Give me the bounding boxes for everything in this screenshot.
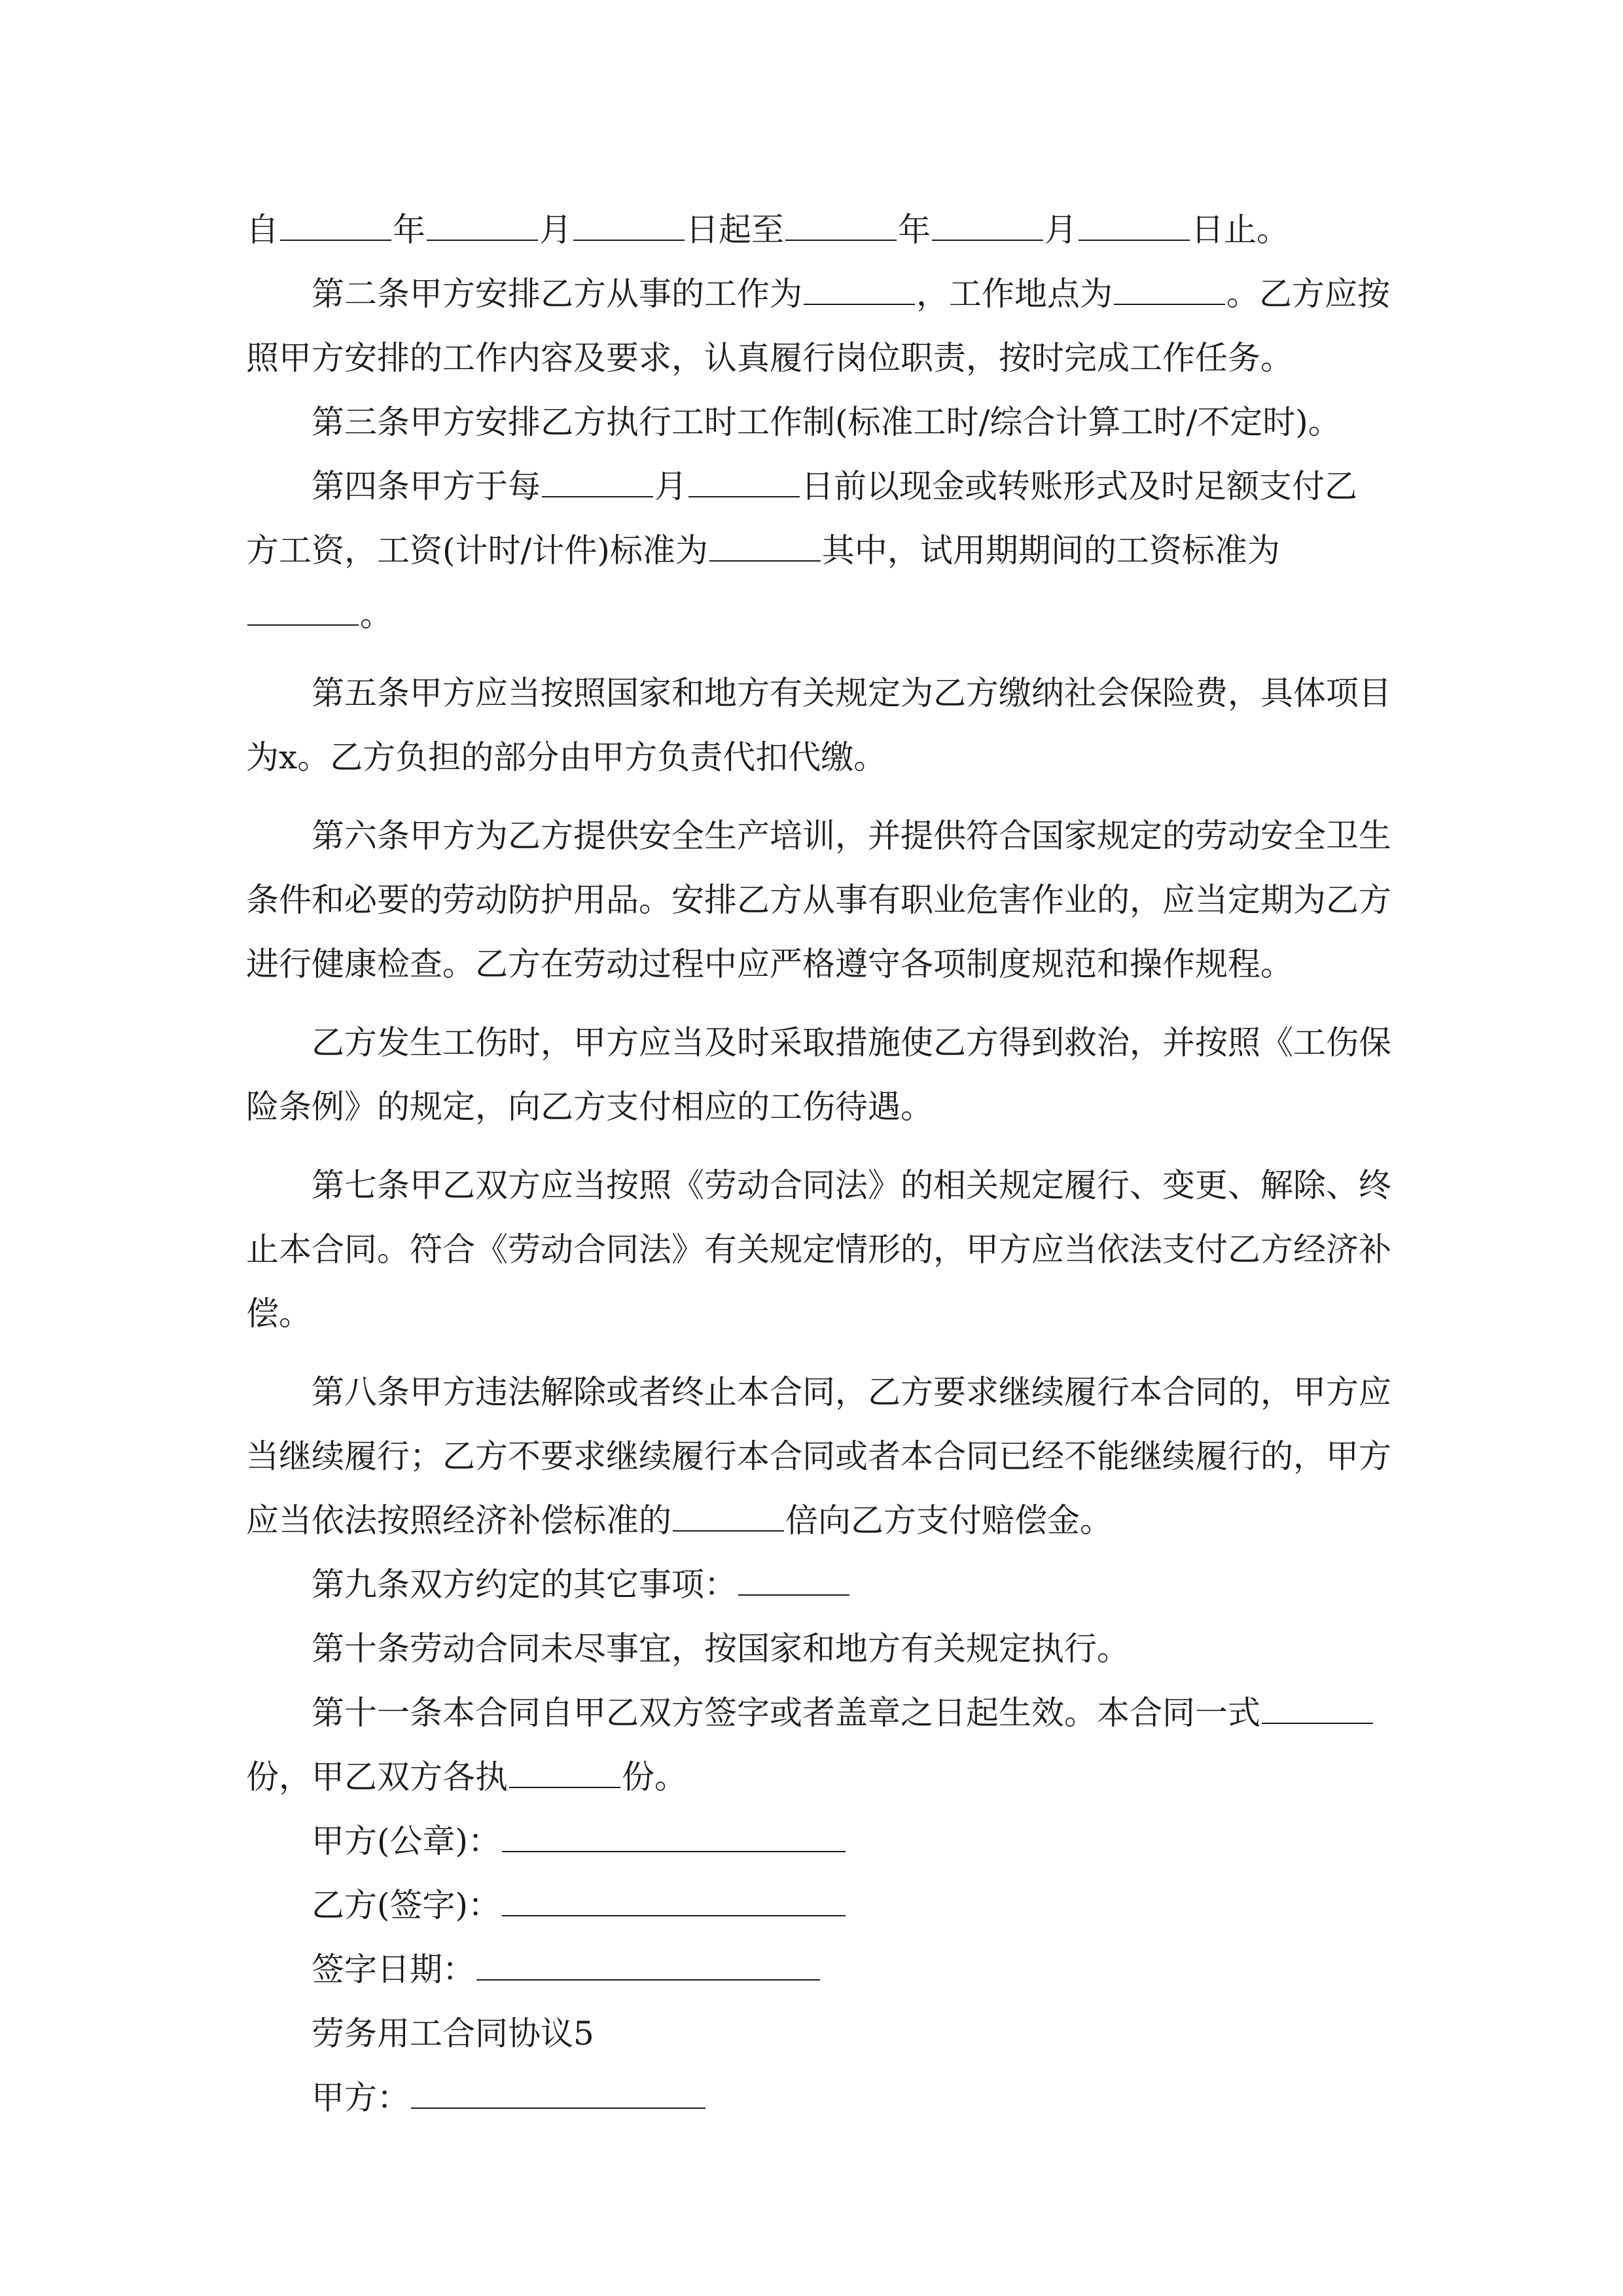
article-6-cont: 条件和必要的劳动防护用品。安排乙方从事有职业危害作业的，应当定期为乙方 <box>246 881 1391 919</box>
blank-field[interactable] <box>280 213 391 241</box>
article-4-cont: 方工资，工资(计时/计件)标准为 其中，试用期期间的工资标准为 <box>246 531 1280 569</box>
article-6: 第六条甲方为乙方提供安全生产培训，并提供符合国家规定的劳动安全卫生 <box>312 817 1391 855</box>
article-7-cont: 止本合同。符合《劳动合同法》有关规定情形的，甲方应当依法支付乙方经济补 <box>246 1230 1391 1268</box>
blank-field[interactable] <box>509 1761 620 1788</box>
article-7-cont: 偿。 <box>246 1295 312 1333</box>
next-contract-title: 劳务用工合同协议5 <box>312 2015 594 2053</box>
blank-field[interactable] <box>932 213 1043 241</box>
article-7: 第七条甲乙双方应当按照《劳动合同法》的相关规定履行、变更、解除、终 <box>312 1166 1391 1204</box>
article-4-end: 。 <box>246 583 1378 647</box>
blank-field[interactable] <box>573 213 685 241</box>
blank-field[interactable] <box>785 213 897 241</box>
blank-field[interactable] <box>427 213 538 241</box>
article-8-cont: 应当依法按照经济补偿标准的 倍向乙方支付赔偿金。 <box>246 1501 1113 1539</box>
signature-date: 签字日期： <box>246 1937 1378 2001</box>
next-party-a: 甲方： <box>246 2066 1378 2130</box>
contract-page <box>246 198 1391 2130</box>
article-8: 第八条甲方违法解除或者终止本合同，乙方要求继续履行本合同的，甲方应 <box>312 1373 1391 1411</box>
blank-field[interactable] <box>1114 278 1225 305</box>
article-8-cont: 当继续履行；乙方不要求继续履行本合同或者本合同已经不能继续履行的，甲方 <box>246 1437 1391 1475</box>
blank-field[interactable] <box>247 598 359 626</box>
blank-field[interactable] <box>1262 1696 1373 1724</box>
blank-field[interactable] <box>1079 213 1190 241</box>
article-2-cont: 照甲方安排的工作内容及要求，认真履行岗位职责，按时完成工作任务。 <box>246 339 1293 377</box>
blank-field[interactable] <box>804 278 915 305</box>
blank-field[interactable] <box>688 470 800 497</box>
article-11-cont: 份，甲乙双方各执 份。 <box>246 1758 687 1796</box>
date-field[interactable] <box>476 1953 820 1981</box>
signature-party-b: 乙方(签字)： <box>246 1873 1378 1937</box>
term-line: 自 年 月 日起至 年 月 日止。 <box>246 211 1289 249</box>
article-10: 第十条劳动合同未尽事宜，按国家和地方有关规定执行。 <box>312 1630 1130 1668</box>
blank-field[interactable] <box>673 1504 784 1532</box>
article-6-injury: 乙方发生工伤时，甲方应当及时采取措施使乙方得到救治，并按照《工伤保 <box>312 1024 1391 1062</box>
article-11: 第十一条本合同自甲乙双方签字或者盖章之日起生效。本合同一式 <box>246 1681 1378 1745</box>
signature-party-a: 甲方(公章)： <box>246 1809 1378 1873</box>
article-5-cont: 为x。乙方负担的部分由甲方负责代扣代缴。 <box>246 738 887 776</box>
article-2: 第二条甲方安排乙方从事的工作为 ，工作地点为 。乙方应按 <box>312 275 1390 313</box>
signature-field[interactable] <box>502 1889 846 1916</box>
party-a-field[interactable] <box>411 2081 705 2109</box>
blank-field[interactable] <box>709 534 821 562</box>
article-9: 第九条双方约定的其它事项： <box>246 1552 1378 1617</box>
signature-field[interactable] <box>502 1825 846 1852</box>
blank-field[interactable] <box>542 470 653 497</box>
article-6-injury-cont: 险条例》的规定，向乙方支付相应的工伤待遇。 <box>246 1088 933 1126</box>
article-3: 第三条甲方安排乙方执行工时工作制(标准工时/综合计算工时/不定时)。 <box>312 403 1341 441</box>
blank-field[interactable] <box>738 1568 849 1596</box>
article-6-cont: 进行健康检查。乙方在劳动过程中应严格遵守各项制度规范和操作规程。 <box>246 945 1293 983</box>
article-4: 第四条甲方于每 月 日前以现金或转账形式及时足额支付乙 <box>312 467 1357 505</box>
article-5: 第五条甲方应当按照国家和地方有关规定为乙方缴纳社会保险费，具体项目 <box>312 674 1391 712</box>
